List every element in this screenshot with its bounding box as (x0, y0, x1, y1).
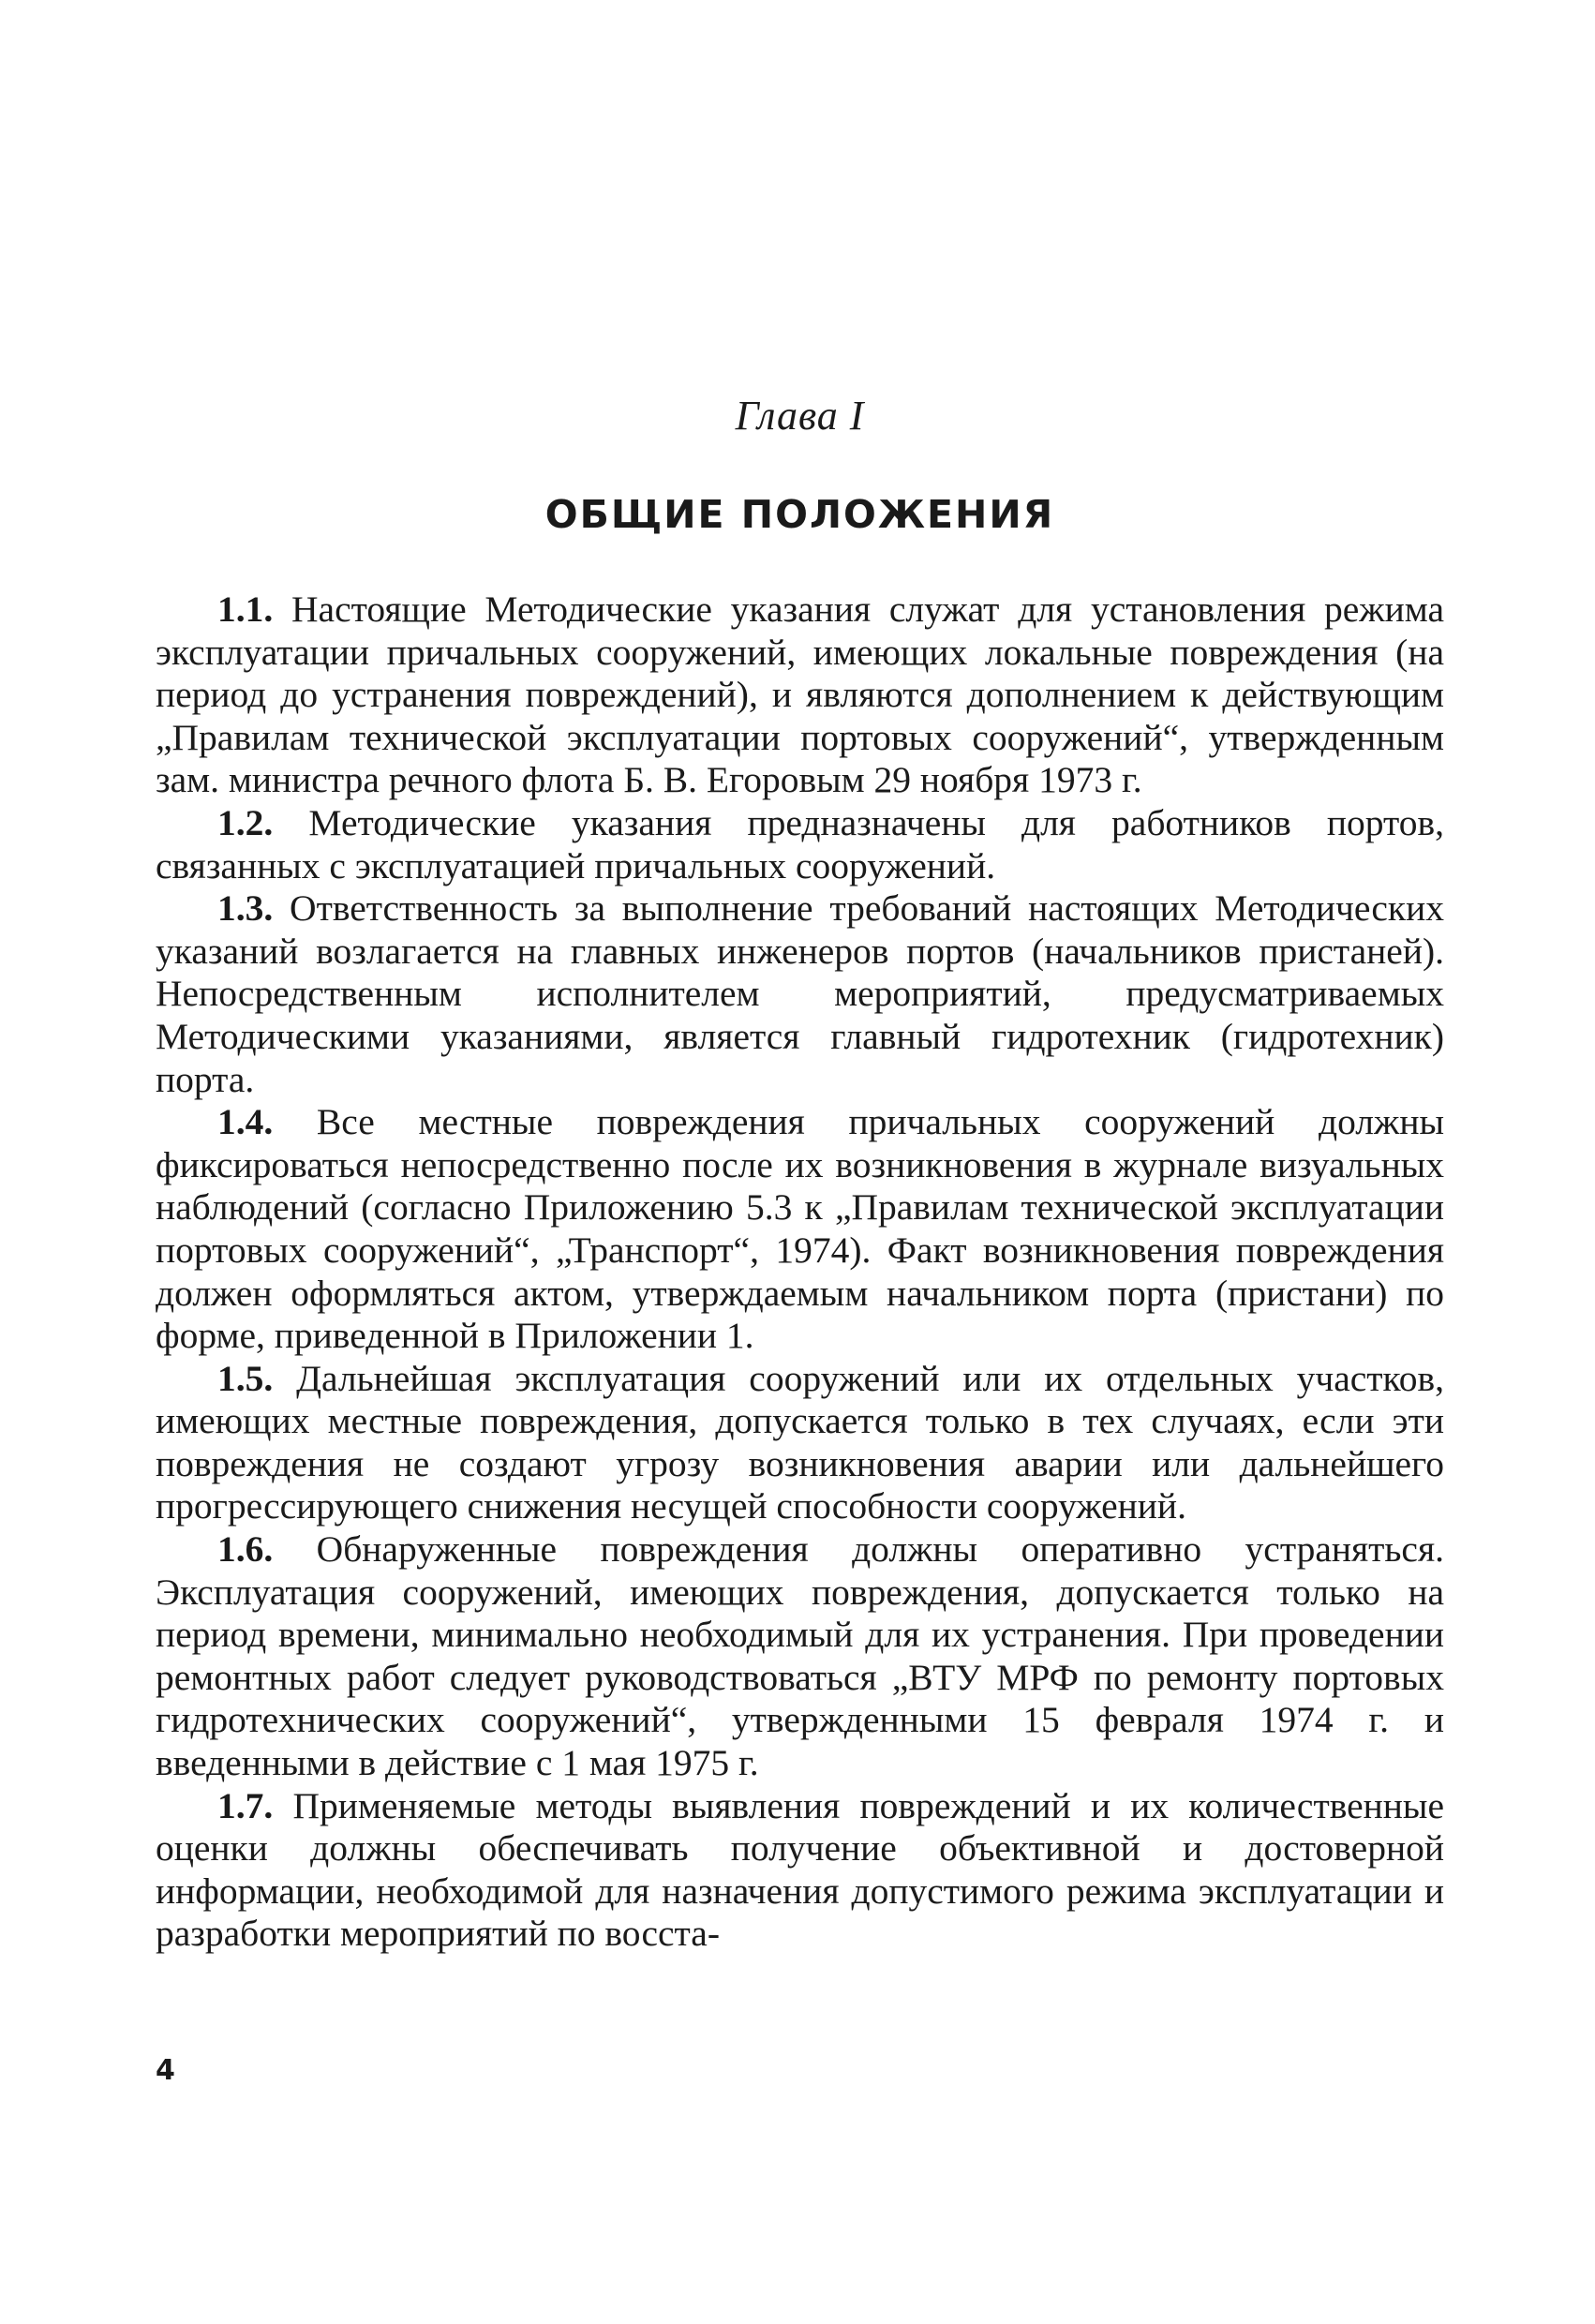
paragraph-number: 1.2. (217, 801, 274, 843)
paragraph-number: 1.5. (217, 1357, 274, 1399)
paragraph-number: 1.4. (217, 1101, 274, 1143)
paragraph-1-1 (156, 588, 1444, 802)
paragraph-number: 1.7. (217, 1784, 274, 1826)
paragraph-1-4 (156, 1101, 1444, 1358)
paragraph-1-3 (156, 887, 1444, 1101)
paragraph-1-5 (156, 1358, 1444, 1528)
paragraph-text: Методические указания предназначены для работников портов, связанных с эксплуатацией причальных сооружений. (156, 801, 1445, 886)
paragraph-text: Обнаруженные повреждения должны оперативно устраняться. Эксплуатация сооружений, имеющих повреждения, допускается только на период времени, минимально необходимый для их устранения. При проведении ремонтных работ следует руководствоваться „ВТУ МРФ по ремонту портовых гидротехнических сооружений“, утвержденными 15 февраля 1974 г. и введенными в действие с 1 мая 1975 г. (156, 1528, 1445, 1784)
paragraph-number: 1.6. (217, 1528, 274, 1571)
page-number: 4 (156, 2054, 175, 2087)
paragraph-1-2 (156, 802, 1444, 887)
paragraph-text: Применяемые методы выявления повреждений и их количественные оценки должны обеспечивать получение объективной и достоверной информации, необходимой для назначения допустимого режима эксплуатации и разработки мероприятий по восста- (156, 1784, 1445, 1955)
paragraph-1-6 (156, 1528, 1444, 1785)
paragraph-text: Настоящие Методические указания служат для установления режима эксплуатации причальных сооружений, имеющих локальные повреждения (на период до устранения повреждений), и являются дополнением к действующим „Правилам технической эксплуатации портовых сооружений“, утвержденным зам. министра речного флота Б. В. Егоровым 29 ноября 1973 г. (156, 588, 1444, 801)
paragraph-number: 1.1. (217, 588, 274, 630)
document-page (156, 0, 1444, 2324)
paragraph-text: Дальнейшая эксплуатация сооружений или их отдельных участков, имеющих местные повреждения, допускается только в тех случаях, если эти повреждения не создают угрозу возникновения аварии или дальнейшего прогрессирующего снижения несущей способности сооружений. (156, 1357, 1444, 1527)
chapter-title: ОБЩИЕ ПОЛОЖЕНИЯ (544, 492, 1055, 537)
paragraph-text: Ответственность за выполнение требований настоящих Методических указаний возлагается на главных инженеров портов (начальников пристаней). Непосредственным исполнителем мероприятий, предусматриваемых Методическими указаниями, является главный гидротехник (гидротехник) порта. (156, 887, 1445, 1100)
paragraph-text: Все местные повреждения причальных сооружений должны фиксироваться непосредственно после их возникновения в журнале визуальных наблюдений (согласно Приложению 5.3 к „Правилам технической эксплуатации портовых сооружений“, „Транспорт“, 1974). Факт возникновения повреждения должен оформляться актом, утверждаемым начальником порта (пристани) по форме, приведенной в Приложении 1. (156, 1101, 1444, 1357)
paragraph-1-7 (156, 1785, 1444, 1956)
body-text (156, 588, 1444, 1956)
chapter-label: Глава I (735, 393, 865, 439)
paragraph-number: 1.3. (217, 887, 274, 930)
